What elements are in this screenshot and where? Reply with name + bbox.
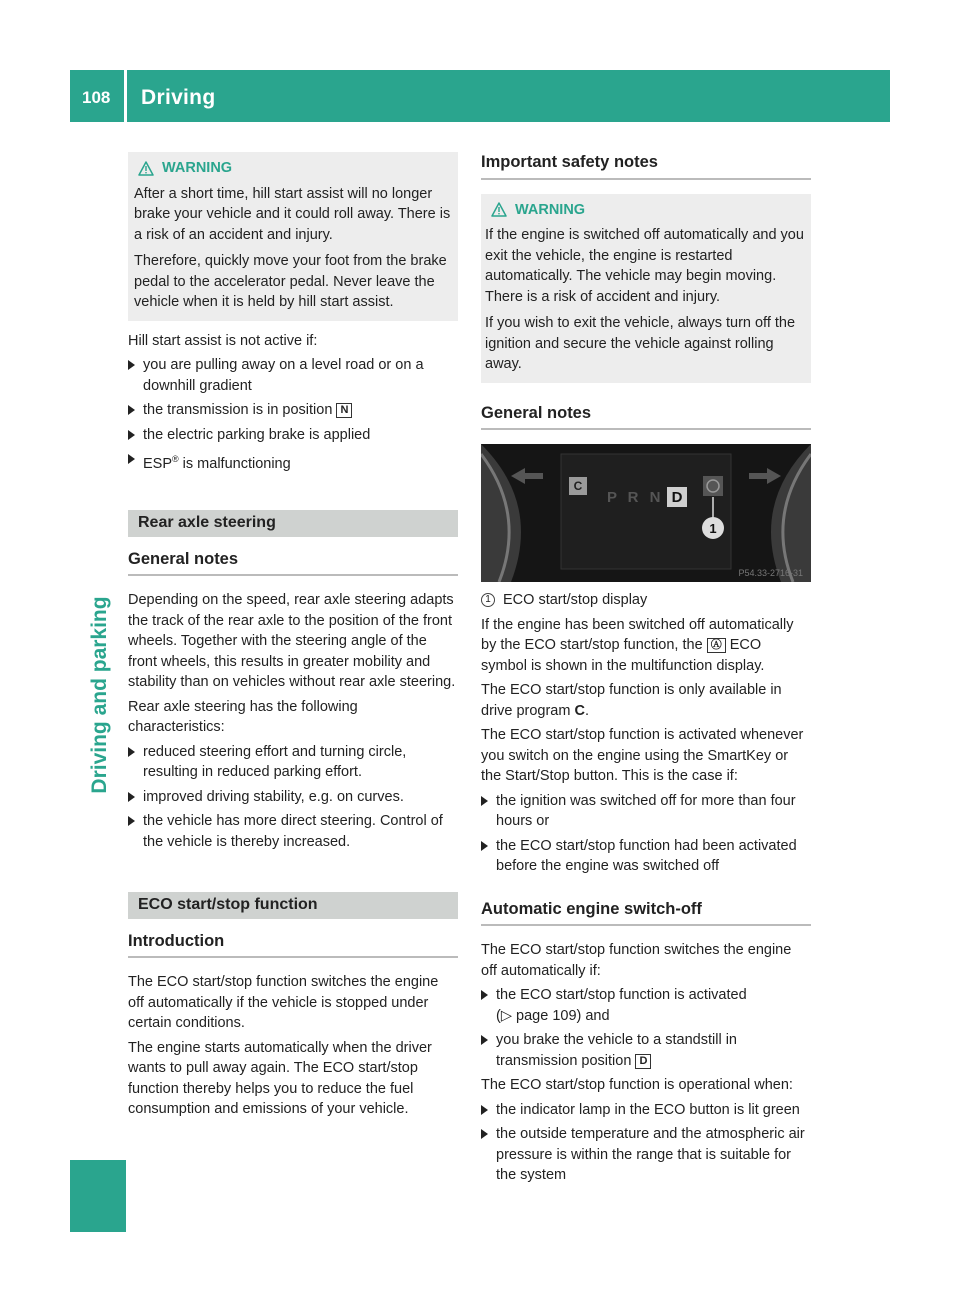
- gear-r: R: [627, 489, 639, 506]
- list-item: you are pulling away on a level road or on a downhill gradient: [128, 355, 458, 396]
- warning-icon: [138, 161, 154, 176]
- list-item: the vehicle has more direct steering. Control of the vehicle is thereby increased.: [128, 811, 458, 852]
- warning-box-eco: [481, 194, 811, 383]
- paragraph: The engine starts automatically when the driver wants to pull away again. The ECO start/stop function thereby helps you to reduce the fuel consumption and emissions of your vehicle.: [128, 1039, 432, 1118]
- hill-list: [128, 355, 458, 474]
- subheading-general: General notes: [128, 549, 458, 577]
- eco-conditions-list: [481, 791, 811, 877]
- page-title: Driving: [141, 86, 216, 109]
- section-heading-eco: ECO start/stop function: [128, 892, 458, 919]
- operational-list: [481, 1100, 811, 1186]
- mode-symbol: C: [573, 479, 583, 493]
- subheading-general: General notes: [481, 403, 811, 431]
- list-item: the transmission is in position N: [128, 400, 458, 421]
- page-number: 108: [82, 88, 111, 107]
- list-item: the outside temperature and the atmospheric air pressure is within the range that is suitable for the system: [481, 1124, 811, 1186]
- paragraph: The ECO start/stop function switches the engine off automatically if the vehicle is stopped under certain conditions.: [128, 974, 439, 1032]
- list-item: the ECO start/stop function is activated (▷ page 109) and: [481, 985, 811, 1026]
- right-column: [481, 152, 811, 1190]
- list-item: you brake the vehicle to a standstill in transmission position D: [481, 1030, 811, 1071]
- warning-text: If the engine is switched off automatically and you exit the vehicle, the engine is restarted automatically. The vehicle may begin moving. There is a risk of accident and injury.: [485, 227, 804, 305]
- eco-display-image: [481, 444, 811, 582]
- header-separator: [124, 70, 127, 122]
- paragraph: The ECO start/stop function is only available in drive program C.: [481, 682, 782, 719]
- figure-caption: 1 ECO start/stop display: [481, 590, 811, 611]
- list-item: the indicator lamp in the ECO button is lit green: [481, 1100, 811, 1121]
- gear-d-symbol: D: [635, 1054, 651, 1069]
- callout-marker: 1: [481, 593, 495, 607]
- list-item: ESP® is malfunctioning: [128, 449, 458, 474]
- paragraph: The ECO start/stop function switches the engine off automatically if:: [481, 942, 792, 979]
- page-ref-arrow-icon: ▷: [500, 1007, 512, 1024]
- warning-title: WARNING: [491, 200, 805, 221]
- paragraph: Rear axle steering has the following characteristics:: [128, 698, 358, 736]
- warning-title: WARNING: [138, 158, 452, 179]
- eco-display-figure: [481, 444, 811, 582]
- callout-1: 1: [709, 521, 717, 536]
- subheading-auto-switch-off: Automatic engine switch-off: [481, 899, 811, 927]
- list-item: the ignition was switched off for more than four hours or: [481, 791, 811, 832]
- figure-code: P54.33-2716-31: [738, 568, 803, 578]
- warning-text: If you wish to exit the vehicle, always turn off the ignition and secure the vehicle against rolling away.: [485, 315, 796, 372]
- side-tab-label: Driving and parking: [88, 596, 111, 794]
- hill-intro: Hill start assist is not active if:: [128, 332, 318, 349]
- page-ref-link[interactable]: page 109) and: [512, 1007, 610, 1024]
- list-item: the electric parking brake is applied: [128, 425, 458, 446]
- gear-p: P: [606, 489, 618, 506]
- gear-n-symbol: N: [336, 403, 352, 418]
- list-item: the ECO start/stop function had been activated before the engine was switched off: [481, 836, 811, 877]
- side-tab-block: [70, 1160, 126, 1232]
- eco-symbol: Ⓐ: [707, 638, 726, 653]
- warning-text: Therefore, quickly move your foot from the brake pedal to the accelerator pedal. Never leave the vehicle when it is held by hill start assist.: [134, 253, 447, 310]
- warning-text: After a short time, hill start assist will no longer brake your vehicle and it could roll away. There is a risk of an accident and injury.: [134, 185, 451, 243]
- rear-list: [128, 742, 458, 853]
- section-heading-rear: Rear axle steering: [128, 510, 458, 537]
- gear-d: D: [671, 489, 683, 506]
- left-column: [128, 152, 458, 1124]
- list-item: reduced steering effort and turning circle, resulting in reduced parking effort.: [128, 742, 458, 783]
- paragraph: The ECO start/stop function is activated whenever you switch on the engine using the SmartKey or the Start/Stop button. This is the case if:: [481, 727, 804, 784]
- switch-off-list: [481, 985, 811, 1071]
- subheading-safety: Important safety notes: [481, 152, 811, 180]
- subheading-introduction: Introduction: [128, 931, 458, 959]
- list-item: improved driving stability, e.g. on curves.: [128, 787, 458, 808]
- warning-box-hill: [128, 152, 458, 321]
- gear-n: N: [649, 489, 661, 506]
- warning-icon: [491, 202, 507, 217]
- paragraph: The ECO start/stop function is operational when:: [481, 1077, 793, 1093]
- paragraph: Depending on the speed, rear axle steering adapts the track of the rear axle to the position of the front wheels. Together with the steering angle of the front wheels, this results in greater mobility and stability than on vehicles without rear axle steering.: [128, 592, 456, 691]
- side-tab: [80, 560, 120, 830]
- paragraph: If the engine has been switched off automatically by the ECO start/stop function, the Ⓐ ECO symbol is shown in the multifunction display.: [481, 616, 794, 674]
